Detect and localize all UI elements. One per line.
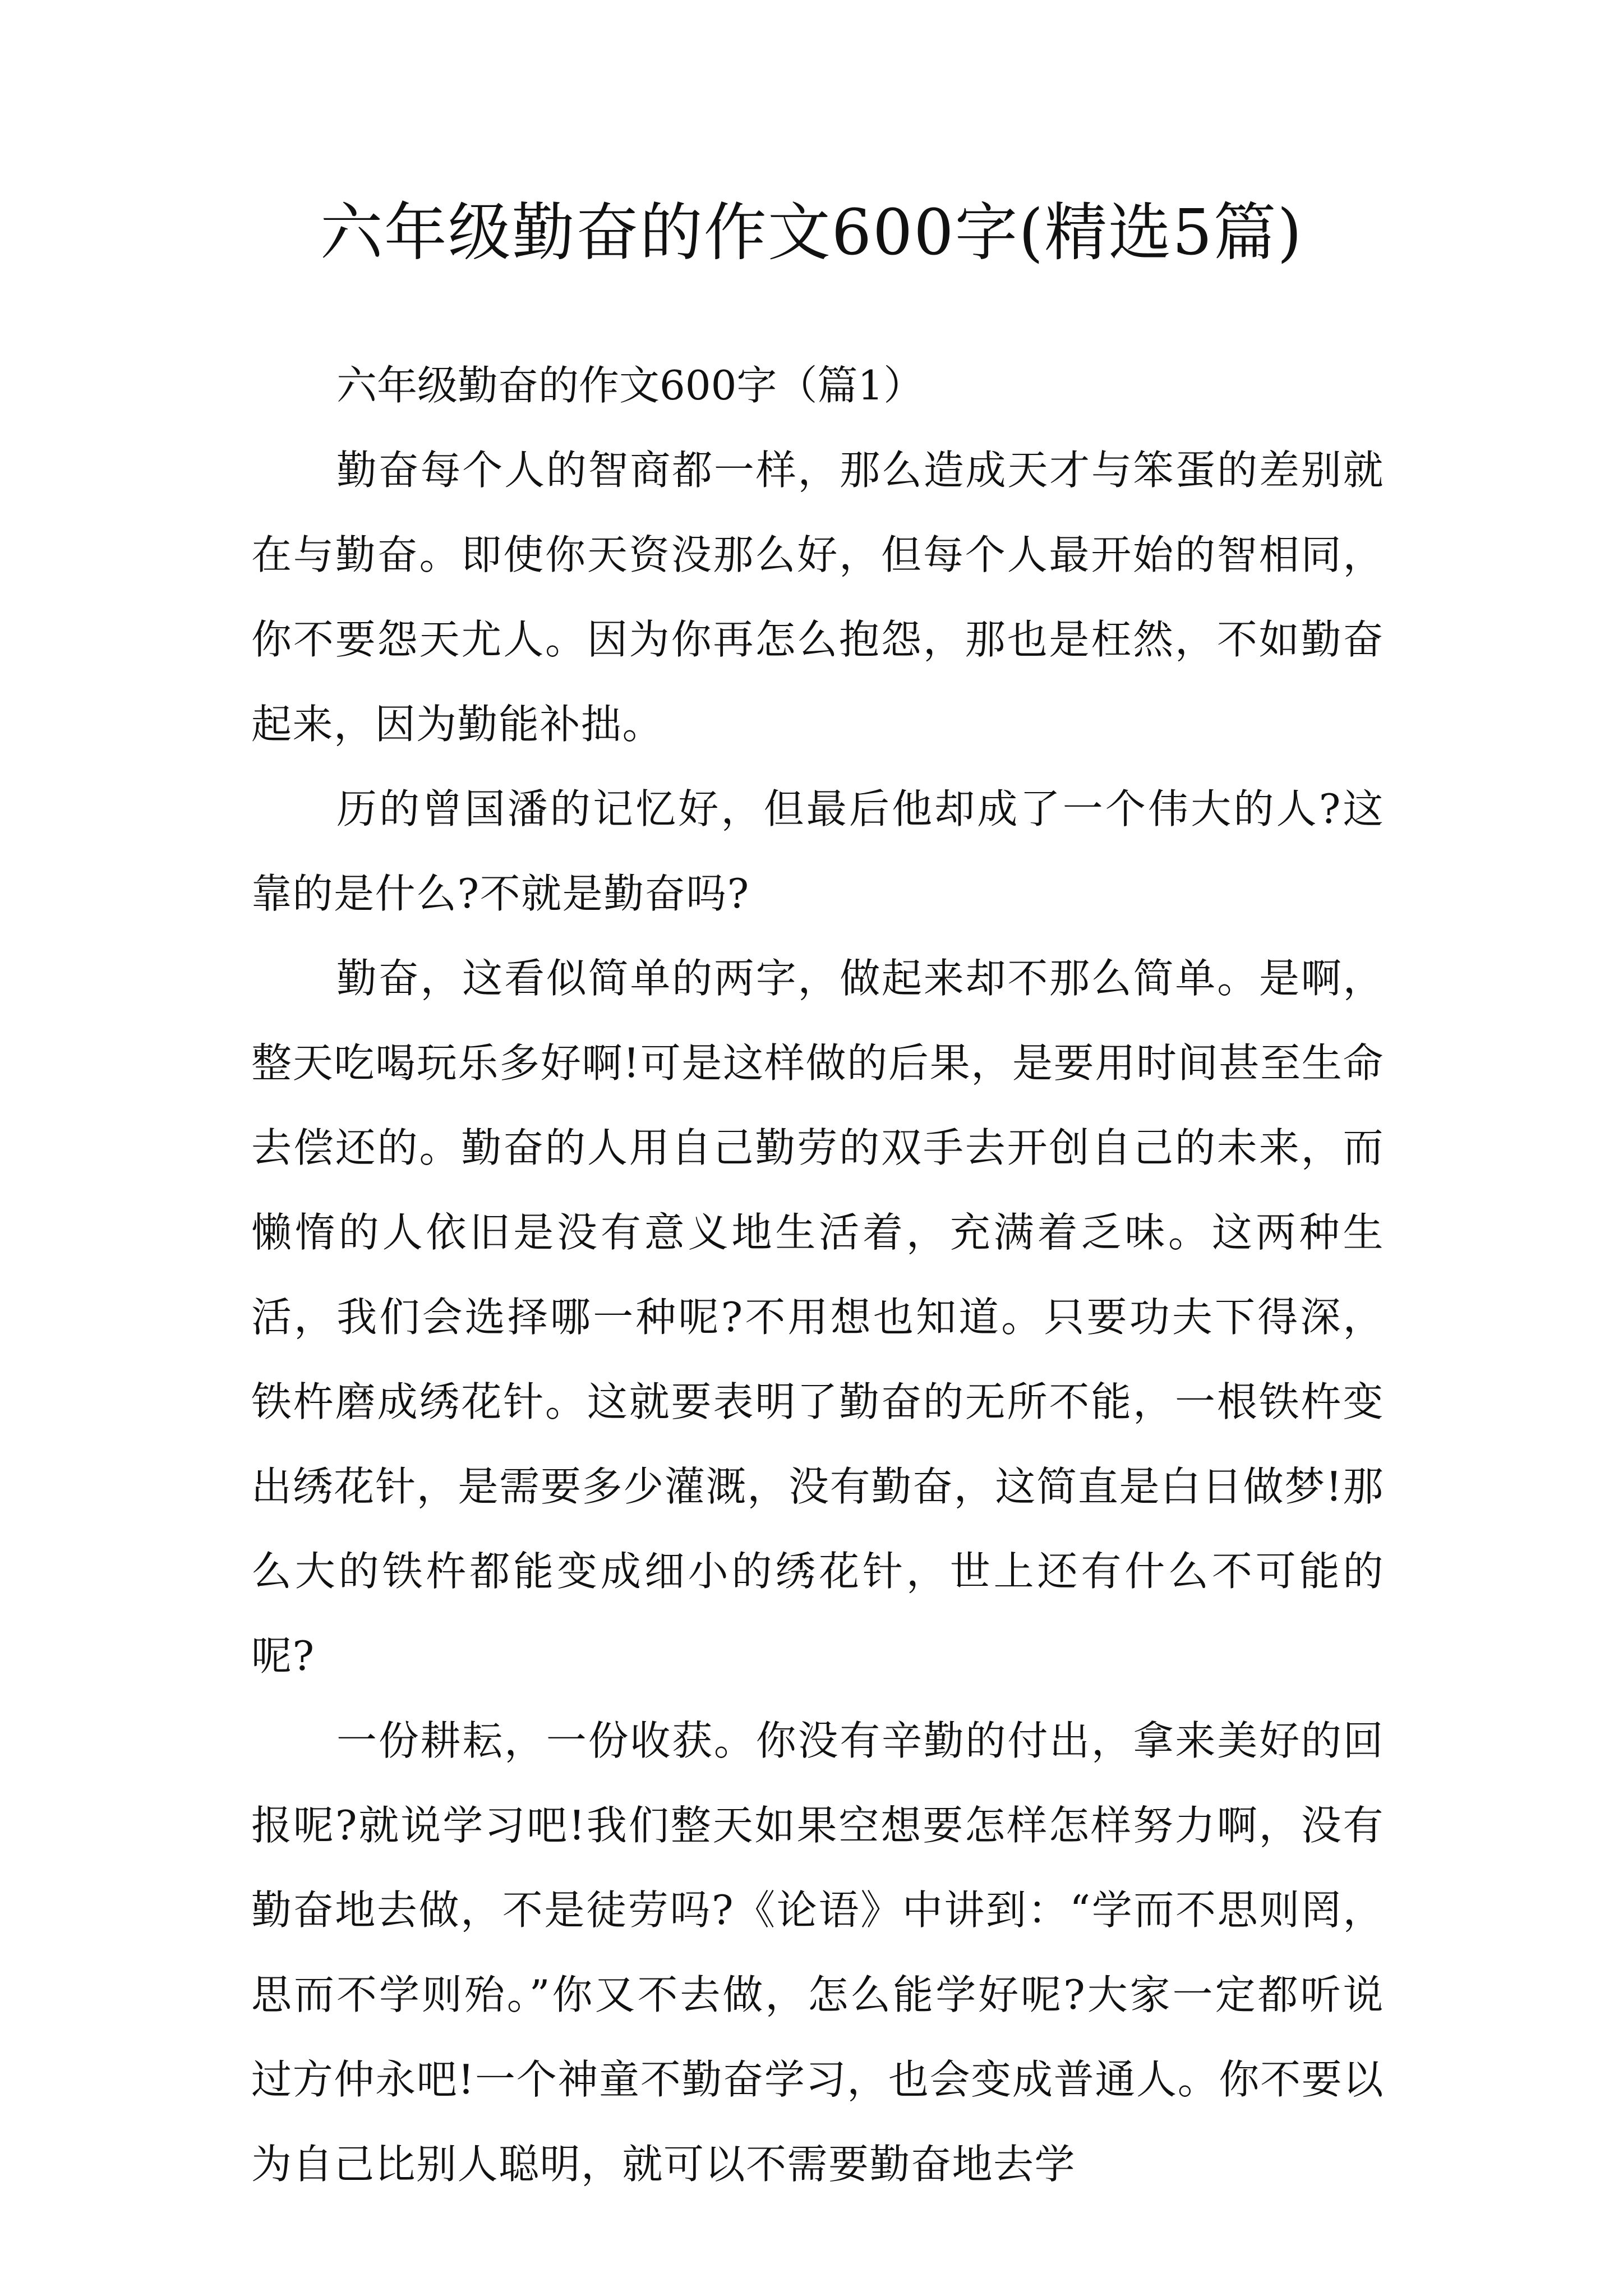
document-title: 六年级勤奋的作文600字(精选5篇): [320, 196, 1303, 269]
paragraph: 历的曾国潘的记忆好，但最后他却成了一个伟大的人?这靠的是什么?不就是勤奋吗?: [251, 785, 1384, 917]
section-heading: 六年级勤奋的作文600字（篇1）: [336, 362, 924, 409]
paragraph: 一份耕耘，一份收获。你没有辛勤的付出，拿来美好的回报呢?就说学习吧!我们整天如果空想要怎样怎样努力啊，没有勤奋地去做，不是徒劳吗?《论语》中讲到：“学而不思则罔，思而不学则殆。”你又不去做，怎么能学好呢?大家一定都听说过方仲永吧!一个神童不勤奋学习，也会变成普通人。你不要以为自己比别人聪明，就可以不需要勤奋地去学: [251, 1717, 1384, 2188]
document-body: [251, 343, 1384, 2207]
paragraph: 勤奋每个人的智商都一样，那么造成天才与笨蛋的差别就在与勤奋。即使你天资没那么好，但每个人最开始的智相同，你不要怨天尤人。因为你再怎么抱怨，那也是枉然，不如勤奋起来，因为勤能补拙。: [251, 447, 1384, 748]
paragraph: 勤奋，这看似简单的两字，做起来却不那么简单。是啊，整天吃喝玩乐多好啊!可是这样做的后果，是要用时间甚至生命去偿还的。勤奋的人用自己勤劳的双手去开创自己的未来，而懒惰的人依旧是没有意义地生活着，充满着乏味。这两种生活，我们会选择哪一种呢?不用想也知道。只要功夫下得深，铁杵磨成绣花针。这就要表明了勤奋的无所不能，一根铁杵变出绣花针，是需要多少灌溉，没有勤奋，这简直是白日做梦!那么大的铁杵都能变成细小的绣花针，世上还有什么不可能的呢?: [251, 955, 1384, 1680]
